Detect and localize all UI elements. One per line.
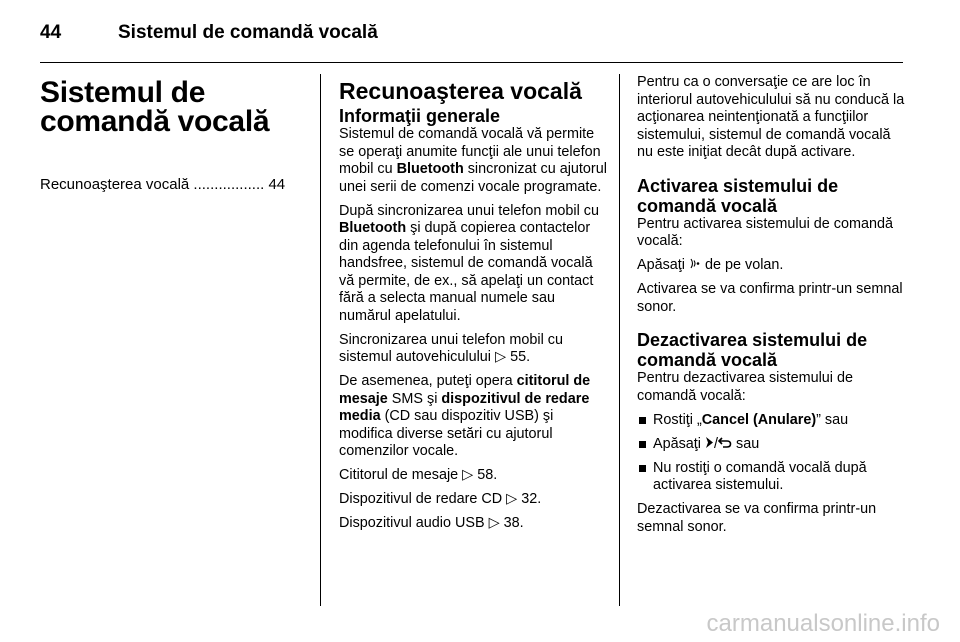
text-run: Cititorul de mesaje (339, 467, 463, 483)
column-2 (339, 74, 607, 539)
text-run: / (714, 435, 718, 452)
paragraph (339, 332, 607, 367)
bold-term: dispozitivul de redare media (339, 390, 590, 424)
text-run: ” sau (816, 411, 849, 428)
section-title: Recunoaşterea vocală (339, 78, 582, 104)
paragraph (339, 467, 607, 485)
bullet-item (637, 436, 909, 454)
page-header (40, 18, 900, 58)
paragraph (339, 203, 607, 326)
bullet-item: Nu rostiţi o comandă vocală după activarea sistemului. (637, 460, 909, 495)
text-run: (CD sau dispozitiv USB) şi modifica diverse setări cu ajutorul comenzilor vocale. (339, 408, 554, 459)
paragraph (339, 126, 607, 196)
subsection-title: Dezactivarea sistemului de comandă vocală (637, 330, 868, 370)
column-divider-1 (320, 74, 321, 606)
page-reference[interactable]: 32. (521, 491, 542, 507)
paragraph: Pentru dezactivarea sistemului de comandă vocală: (637, 370, 853, 404)
text-run: Sincronizarea unui telefon mobil cu sistemul autovehiculului (339, 331, 563, 365)
bold-term: Cancel (Anulare) (701, 411, 817, 428)
text-run: Apăsaţi (653, 435, 705, 452)
bold-term: cititorul de mesaje (339, 373, 591, 407)
toc-entry-page: 44 (268, 176, 286, 193)
page-number: 44 (40, 22, 62, 43)
paragraph: Pentru ca o conversaţie ce are loc în interiorul autovehiculului să nu conducă la acţionarea neintenţionată a funcţiilor sistemului, sistemul de comandă vocală nu este iniţiat decât după activare. (637, 74, 905, 160)
text-run: Sistemul de comandă vocală vă permite se operaţi anumite funcţii ale unui telefon mobil cu (339, 126, 601, 177)
back-icon (718, 436, 732, 449)
text-run: şi după copierea contactelor din agenda telefonului în sistemul handsfree, sistemul de comandă vocală vă permite, de ex., să apelaţi un contact fără a selecta manual numele sau numărul apelatului. (339, 220, 594, 324)
text-run: SMS şi (387, 390, 442, 407)
paragraph (339, 515, 607, 533)
subsection-title: Informaţii generale (339, 106, 501, 126)
paragraph: Pentru activarea sistemului de comandă vocală: (637, 215, 893, 249)
page-reference[interactable]: 58. (477, 467, 498, 483)
bullet-item (637, 412, 909, 430)
paragraph (339, 491, 607, 509)
text-run: sau (732, 435, 760, 452)
paragraph (339, 373, 607, 461)
page-reference[interactable]: 38. (503, 515, 524, 531)
column-3 (637, 74, 909, 543)
bold-term: Bluetooth (396, 161, 464, 177)
column-1 (40, 74, 308, 193)
voice-command-icon (689, 257, 701, 270)
text-run: de pe volan. (701, 257, 784, 273)
text-run: Dispozitivul de redare CD (339, 491, 507, 507)
toc-entry-dots: ................. (189, 176, 265, 193)
paragraph: Activarea se va confirma printr-un semnal sonor. (637, 281, 903, 315)
page-reference-arrow-icon: ▷ (506, 491, 518, 507)
toc-entry[interactable] (40, 176, 308, 193)
text-run: Rostiţi „ (653, 411, 702, 428)
page-reference-arrow-icon: ▷ (462, 467, 474, 483)
column-divider-2 (619, 74, 620, 606)
chapter-title: Sistemul de comandă vocală (40, 76, 270, 138)
page-reference[interactable]: 55. (510, 349, 531, 365)
header-rule (40, 62, 903, 63)
text-run: Dispozitivul audio USB (339, 515, 489, 531)
header-title: Sistemul de comandă vocală (118, 22, 378, 43)
paragraph (637, 257, 909, 275)
page-reference-arrow-icon: ▷ (494, 349, 507, 365)
text-run: sincronizat cu ajutorul unei serii de comenzi vocale programate. (339, 161, 607, 195)
mute-phone-icon (705, 436, 714, 449)
paragraph: Dezactivarea se va confirma printr-un semnal sonor. (637, 501, 877, 535)
text-run: Apăsaţi (637, 257, 689, 273)
subsection-title: Activarea sistemului de comandă vocală (637, 175, 839, 216)
text-run: De asemenea, puteţi opera (339, 373, 517, 389)
bold-term: Bluetooth (339, 220, 407, 236)
watermark: carmanualsonline.info (706, 610, 940, 637)
toc-entry-text: Recunoaşterea vocală (40, 176, 190, 193)
text-run: După sincronizarea unui telefon mobil cu (339, 202, 599, 219)
page-reference-arrow-icon: ▷ (488, 515, 500, 531)
